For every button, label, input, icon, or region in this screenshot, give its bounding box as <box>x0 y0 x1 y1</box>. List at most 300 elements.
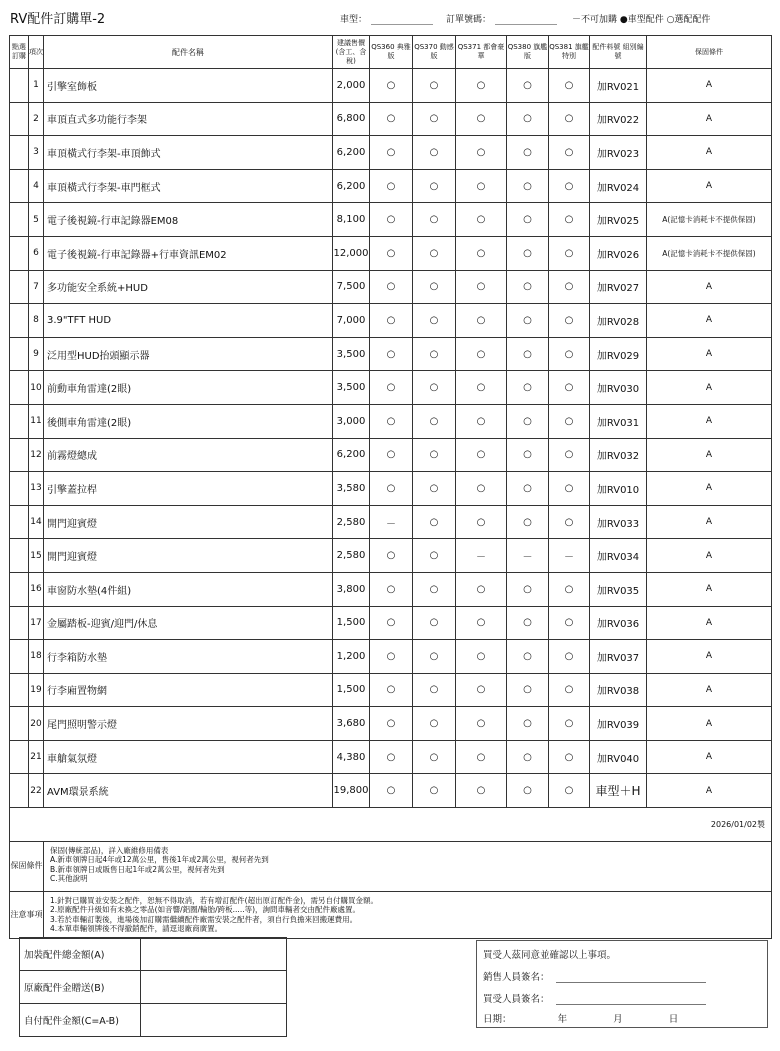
table-row <box>10 472 772 506</box>
select-checkbox[interactable] <box>10 371 29 405</box>
model-availability: ○ <box>413 203 456 237</box>
model-availability: ○ <box>456 740 507 774</box>
table-row <box>10 774 772 808</box>
select-checkbox[interactable] <box>10 438 29 472</box>
warranty-line: A.新車領牌日起4年或12萬公里，售後1年或2萬公里，視何者先到 <box>50 855 269 865</box>
model-availability: ○ <box>456 371 507 405</box>
model-availability: ○ <box>413 69 456 103</box>
item-code: 加RV022 <box>590 102 647 136</box>
warranty-section-text <box>44 841 772 891</box>
model-availability: － <box>549 539 590 573</box>
item-code: 加RV026 <box>590 236 647 270</box>
notes-section <box>10 891 772 938</box>
model-availability: ○ <box>507 136 549 170</box>
item-number: 6 <box>29 236 44 270</box>
col-model-4: QS380 旗艦版 <box>507 36 549 69</box>
model-availability: ○ <box>549 371 590 405</box>
item-number: 15 <box>29 539 44 573</box>
table-row <box>10 203 772 237</box>
total-a-value[interactable] <box>141 938 287 971</box>
model-availability: ○ <box>507 505 549 539</box>
item-code: 車型＋H <box>590 774 647 808</box>
select-checkbox[interactable] <box>10 740 29 774</box>
order-number-field[interactable] <box>446 12 557 25</box>
year-label: 年 <box>557 1014 568 1025</box>
col-price: 建議售價(含工、含稅) <box>333 36 370 69</box>
item-name: 電子後視鏡-行車記錄器+行車資訊EM02 <box>44 236 333 270</box>
model-availability: ○ <box>507 304 549 338</box>
model-availability: ○ <box>413 774 456 808</box>
model-availability: ○ <box>370 203 413 237</box>
select-checkbox[interactable] <box>10 169 29 203</box>
model-availability: ○ <box>413 640 456 674</box>
item-code: 加RV040 <box>590 740 647 774</box>
model-availability: ○ <box>456 102 507 136</box>
warranty-line: B.新車領牌日或販售日起1年或2萬公里，視何者先到 <box>50 864 225 874</box>
item-price: 3,800 <box>333 572 370 606</box>
item-number: 4 <box>29 169 44 203</box>
model-availability: ○ <box>456 640 507 674</box>
model-availability: ○ <box>507 169 549 203</box>
item-number: 2 <box>29 102 44 136</box>
total-c-row <box>20 1004 287 1037</box>
model-availability: ○ <box>456 707 507 741</box>
order-number-label: 訂單號碼： <box>446 15 492 25</box>
model-availability: ○ <box>370 236 413 270</box>
item-warranty: A <box>647 404 772 438</box>
item-code: 加RV024 <box>590 169 647 203</box>
item-warranty: A(記憶卡消耗卡不提供保固) <box>647 203 772 237</box>
item-number: 16 <box>29 572 44 606</box>
item-warranty: A <box>647 270 772 304</box>
model-availability: ○ <box>456 203 507 237</box>
item-number: 22 <box>29 774 44 808</box>
item-warranty: A <box>647 169 772 203</box>
item-price: 1,200 <box>333 640 370 674</box>
model-availability: ○ <box>456 337 507 371</box>
page-title: RV配件訂購單-2 <box>10 12 106 27</box>
model-availability: ○ <box>456 606 507 640</box>
item-warranty: A <box>647 136 772 170</box>
select-checkbox[interactable] <box>10 640 29 674</box>
item-number: 7 <box>29 270 44 304</box>
warranty-section-label: 保固條件 <box>10 841 44 891</box>
item-code: 加RV033 <box>590 505 647 539</box>
item-number: 8 <box>29 304 44 338</box>
col-model-3: QS371 都會豪華 <box>456 36 507 69</box>
model-availability: ○ <box>507 69 549 103</box>
model-availability: ○ <box>507 102 549 136</box>
month-label: 月 <box>613 1014 623 1025</box>
model-availability: ○ <box>549 169 590 203</box>
table-row <box>10 136 772 170</box>
model-availability: ○ <box>549 572 590 606</box>
item-warranty: A <box>647 673 772 707</box>
item-warranty: A <box>647 438 772 472</box>
select-checkbox[interactable] <box>10 337 29 371</box>
model-availability: ○ <box>413 472 456 506</box>
warranty-line: C.其他說明 <box>50 874 88 884</box>
item-price: 8,100 <box>333 203 370 237</box>
select-checkbox[interactable] <box>10 539 29 573</box>
model-availability: ○ <box>456 169 507 203</box>
model-availability: ○ <box>370 438 413 472</box>
model-availability: ○ <box>456 472 507 506</box>
item-code: 加RV030 <box>590 371 647 405</box>
day-label: 日 <box>668 1014 679 1025</box>
model-availability: ○ <box>456 438 507 472</box>
total-b-value[interactable] <box>141 971 287 1004</box>
item-number: 19 <box>29 673 44 707</box>
model-availability: ○ <box>507 707 549 741</box>
total-b-row <box>20 971 287 1004</box>
item-warranty: A <box>647 472 772 506</box>
item-number: 9 <box>29 337 44 371</box>
item-number: 10 <box>29 371 44 405</box>
item-number: 3 <box>29 136 44 170</box>
select-checkbox[interactable] <box>10 572 29 606</box>
model-availability: ○ <box>549 203 590 237</box>
model-availability: ○ <box>413 539 456 573</box>
item-code: 加RV029 <box>590 337 647 371</box>
table-header-row <box>10 36 772 69</box>
model-availability: ○ <box>507 404 549 438</box>
col-no: 項次 <box>29 36 44 69</box>
select-checkbox[interactable] <box>10 270 29 304</box>
select-checkbox[interactable] <box>10 606 29 640</box>
item-number: 18 <box>29 640 44 674</box>
col-name: 配件名稱 <box>44 36 333 69</box>
table-row <box>10 673 772 707</box>
item-number: 11 <box>29 404 44 438</box>
model-availability: ○ <box>549 270 590 304</box>
item-warranty: A <box>647 371 772 405</box>
table-row <box>10 505 772 539</box>
model-availability: ○ <box>456 673 507 707</box>
buyer-signature[interactable] <box>483 991 706 1005</box>
date-line[interactable] <box>483 1011 678 1025</box>
item-price: 6,800 <box>333 102 370 136</box>
item-number: 1 <box>29 69 44 103</box>
item-code: 加RV025 <box>590 203 647 237</box>
note-line: 3.若於車輛訂製後，進場後加訂購需繼續配件廠需安裝之配件者，須自行負擔來回搬運費用。 <box>50 914 358 924</box>
model-availability: ○ <box>413 572 456 606</box>
model-label: 車型： <box>340 15 368 25</box>
table-row <box>10 69 772 103</box>
warranty-line: 保固(傳統部品)，詳入廠維修用備表 <box>50 845 169 855</box>
item-price: 2,000 <box>333 69 370 103</box>
table-row <box>10 304 772 338</box>
item-name: 車艙氣氛燈 <box>44 740 333 774</box>
model-availability: ○ <box>549 673 590 707</box>
model-availability: ○ <box>370 740 413 774</box>
select-checkbox[interactable] <box>10 102 29 136</box>
model-availability: ○ <box>456 304 507 338</box>
table-row <box>10 572 772 606</box>
notes-section-label: 注意事項 <box>10 891 44 938</box>
model-availability: ○ <box>370 539 413 573</box>
table-row <box>10 438 772 472</box>
total-c-value[interactable] <box>141 1004 287 1037</box>
item-warranty: A <box>647 337 772 371</box>
select-checkbox[interactable] <box>10 505 29 539</box>
model-availability: ○ <box>549 707 590 741</box>
model-availability: ○ <box>507 673 549 707</box>
select-checkbox[interactable] <box>10 136 29 170</box>
model-availability: ○ <box>549 505 590 539</box>
parts-table <box>9 35 772 939</box>
item-name: 行李廂置物網 <box>44 673 333 707</box>
col-select: 點選訂購 <box>10 36 29 69</box>
item-number: 12 <box>29 438 44 472</box>
model-availability: ○ <box>507 774 549 808</box>
table-row <box>10 270 772 304</box>
table-row <box>10 169 772 203</box>
model-availability: ○ <box>456 505 507 539</box>
sales-signature-label: 銷售人員簽名： <box>483 972 550 983</box>
item-price: 12,000 <box>333 236 370 270</box>
item-price: 2,580 <box>333 505 370 539</box>
item-code: 加RV031 <box>590 404 647 438</box>
item-name: 引擎蓋拉桿 <box>44 472 333 506</box>
model-availability: ○ <box>413 404 456 438</box>
item-price: 2,580 <box>333 539 370 573</box>
item-warranty: A <box>647 69 772 103</box>
model-availability: ○ <box>456 236 507 270</box>
total-c-label: 自付配件金額(C=A-B) <box>20 1004 141 1037</box>
model-availability: － <box>456 539 507 573</box>
model-availability: ○ <box>549 404 590 438</box>
model-availability: ○ <box>413 304 456 338</box>
item-warranty: A <box>647 572 772 606</box>
item-name: 電子後視鏡-行車記錄器EM08 <box>44 203 333 237</box>
model-availability: ○ <box>370 102 413 136</box>
model-availability: ○ <box>456 136 507 170</box>
select-checkbox[interactable] <box>10 203 29 237</box>
item-warranty: A <box>647 740 772 774</box>
table-row <box>10 740 772 774</box>
model-availability: ○ <box>549 740 590 774</box>
item-code: 加RV037 <box>590 640 647 674</box>
model-field[interactable] <box>340 12 433 25</box>
model-availability: ○ <box>507 203 549 237</box>
item-warranty: A <box>647 707 772 741</box>
select-checkbox[interactable] <box>10 673 29 707</box>
model-availability: ○ <box>413 371 456 405</box>
item-number: 14 <box>29 505 44 539</box>
model-availability: ○ <box>507 740 549 774</box>
item-number: 20 <box>29 707 44 741</box>
item-price: 7,000 <box>333 304 370 338</box>
model-availability: ○ <box>549 304 590 338</box>
item-name: 後側車角雷達(2眼) <box>44 404 333 438</box>
legend: －不可加購 ●車型配件 ○選配配件 <box>572 15 711 25</box>
model-availability: ○ <box>456 69 507 103</box>
model-availability: ○ <box>456 404 507 438</box>
table-row <box>10 337 772 371</box>
item-code: 加RV010 <box>590 472 647 506</box>
model-availability: ○ <box>370 371 413 405</box>
item-price: 6,200 <box>333 438 370 472</box>
table-row <box>10 102 772 136</box>
item-name: 行李箱防水墊 <box>44 640 333 674</box>
model-availability: ○ <box>370 572 413 606</box>
notes-section-text <box>44 891 772 938</box>
model-availability: ○ <box>549 102 590 136</box>
note-line: 4.本單車輛領牌後不得撤銷配件，請逕退廠商廣置。 <box>50 924 223 934</box>
item-price: 6,200 <box>333 136 370 170</box>
model-availability: ○ <box>370 640 413 674</box>
item-price: 4,380 <box>333 740 370 774</box>
item-price: 3,500 <box>333 371 370 405</box>
item-name: 車頂橫式行李架-車門框式 <box>44 169 333 203</box>
model-availability: ○ <box>370 169 413 203</box>
total-b-label: 原廠配件金贈送(B) <box>20 971 141 1004</box>
item-warranty: A(記憶卡消耗卡不提供保固) <box>647 236 772 270</box>
table-row <box>10 539 772 573</box>
model-availability: ○ <box>413 169 456 203</box>
table-row <box>10 371 772 405</box>
model-availability: ○ <box>549 136 590 170</box>
item-number: 21 <box>29 740 44 774</box>
form-date: 2026/01/02製 <box>10 808 772 842</box>
model-availability: ○ <box>413 606 456 640</box>
item-name: 車頂直式多功能行李架 <box>44 102 333 136</box>
model-availability: ○ <box>370 472 413 506</box>
item-name: 引擎室飾板 <box>44 69 333 103</box>
model-availability: ○ <box>507 270 549 304</box>
total-a-label: 加裝配件總金額(A) <box>20 938 141 971</box>
model-availability: ○ <box>456 774 507 808</box>
model-availability: ○ <box>456 572 507 606</box>
buyer-signature-label: 買受人員簽名： <box>483 994 550 1005</box>
item-number: 5 <box>29 203 44 237</box>
model-availability: ○ <box>549 337 590 371</box>
model-availability: ○ <box>413 505 456 539</box>
col-code: 配件料號 組別編號 <box>590 36 647 69</box>
item-code: 加RV035 <box>590 572 647 606</box>
model-availability: ○ <box>413 136 456 170</box>
col-model-2: QS370 動感版 <box>413 36 456 69</box>
model-availability: － <box>507 539 549 573</box>
model-availability: ○ <box>549 236 590 270</box>
model-availability: ○ <box>370 774 413 808</box>
model-availability: ○ <box>549 774 590 808</box>
model-availability: ○ <box>549 472 590 506</box>
warranty-section <box>10 841 772 891</box>
item-number: 13 <box>29 472 44 506</box>
item-name: 多功能安全系統+HUD <box>44 270 333 304</box>
item-warranty: A <box>647 774 772 808</box>
select-checkbox[interactable] <box>10 707 29 741</box>
item-name: 前動車角雷達(2眼) <box>44 371 333 405</box>
item-price: 3,580 <box>333 472 370 506</box>
table-row <box>10 640 772 674</box>
model-availability: ○ <box>370 707 413 741</box>
col-model-5: QS381 旗艦特別 <box>549 36 590 69</box>
item-code: 加RV021 <box>590 69 647 103</box>
total-a-row <box>20 938 287 971</box>
item-name: 車窗防水墊(4件組) <box>44 572 333 606</box>
model-availability: ○ <box>413 337 456 371</box>
item-code: 加RV023 <box>590 136 647 170</box>
model-availability: ○ <box>413 102 456 136</box>
item-name: 尾門照明警示燈 <box>44 707 333 741</box>
model-availability: ○ <box>370 304 413 338</box>
model-availability: ○ <box>370 606 413 640</box>
date-label: 日期： <box>483 1014 512 1025</box>
confirmation-box <box>476 940 768 1028</box>
item-warranty: A <box>647 539 772 573</box>
item-code: 加RV038 <box>590 673 647 707</box>
confirm-statement: 買受人茲同意並確認以上事項。 <box>483 950 617 961</box>
item-price: 1,500 <box>333 606 370 640</box>
model-availability: ○ <box>370 69 413 103</box>
sales-signature[interactable] <box>483 969 706 983</box>
item-name: 3.9"TFT HUD <box>44 304 333 338</box>
model-availability: ○ <box>456 270 507 304</box>
select-checkbox[interactable] <box>10 69 29 103</box>
select-checkbox[interactable] <box>10 304 29 338</box>
model-availability: ○ <box>507 371 549 405</box>
model-availability: ○ <box>507 606 549 640</box>
col-warranty: 保固條件 <box>647 36 772 69</box>
select-checkbox[interactable] <box>10 472 29 506</box>
model-availability: ○ <box>549 69 590 103</box>
item-price: 1,500 <box>333 673 370 707</box>
select-checkbox[interactable] <box>10 774 29 808</box>
item-warranty: A <box>647 640 772 674</box>
model-availability: ○ <box>507 438 549 472</box>
note-line: 1.針對已購買並安裝之配件，恕無不得取消，若有增訂配件(超出原訂配件金)，需另自付購買金額。 <box>50 895 379 905</box>
model-availability: ○ <box>549 438 590 472</box>
item-price: 19,800 <box>333 774 370 808</box>
date-row <box>10 808 772 842</box>
select-checkbox[interactable] <box>10 236 29 270</box>
model-availability: ○ <box>413 740 456 774</box>
model-availability: ○ <box>370 404 413 438</box>
model-availability: ○ <box>507 572 549 606</box>
item-code: 加RV039 <box>590 707 647 741</box>
item-code: 加RV027 <box>590 270 647 304</box>
item-warranty: A <box>647 102 772 136</box>
item-price: 3,680 <box>333 707 370 741</box>
select-checkbox[interactable] <box>10 404 29 438</box>
model-availability: ○ <box>507 472 549 506</box>
item-warranty: A <box>647 304 772 338</box>
table-row <box>10 707 772 741</box>
model-availability: ○ <box>370 136 413 170</box>
note-line: 2.原廠配件升級如有未換之零品(如音響/鋁圈/輪胎/跨板.....等)，詢問車輛者交由配件廠處置。 <box>50 905 361 915</box>
item-number: 17 <box>29 606 44 640</box>
item-code: 加RV032 <box>590 438 647 472</box>
item-code: 加RV036 <box>590 606 647 640</box>
item-price: 3,500 <box>333 337 370 371</box>
model-availability: ○ <box>413 438 456 472</box>
item-name: 開門迎賓燈 <box>44 539 333 573</box>
model-availability: ○ <box>370 270 413 304</box>
model-availability: ○ <box>507 236 549 270</box>
item-price: 7,500 <box>333 270 370 304</box>
item-warranty: A <box>647 505 772 539</box>
item-name: 金屬踏板-迎賓/迎門/休息 <box>44 606 333 640</box>
item-code: 加RV028 <box>590 304 647 338</box>
item-name: 前霧燈總成 <box>44 438 333 472</box>
model-availability: ○ <box>549 640 590 674</box>
item-name: 車頂橫式行李架-車頂飾式 <box>44 136 333 170</box>
item-name: 泛用型HUD抬頭顯示器 <box>44 337 333 371</box>
model-availability: ○ <box>413 270 456 304</box>
